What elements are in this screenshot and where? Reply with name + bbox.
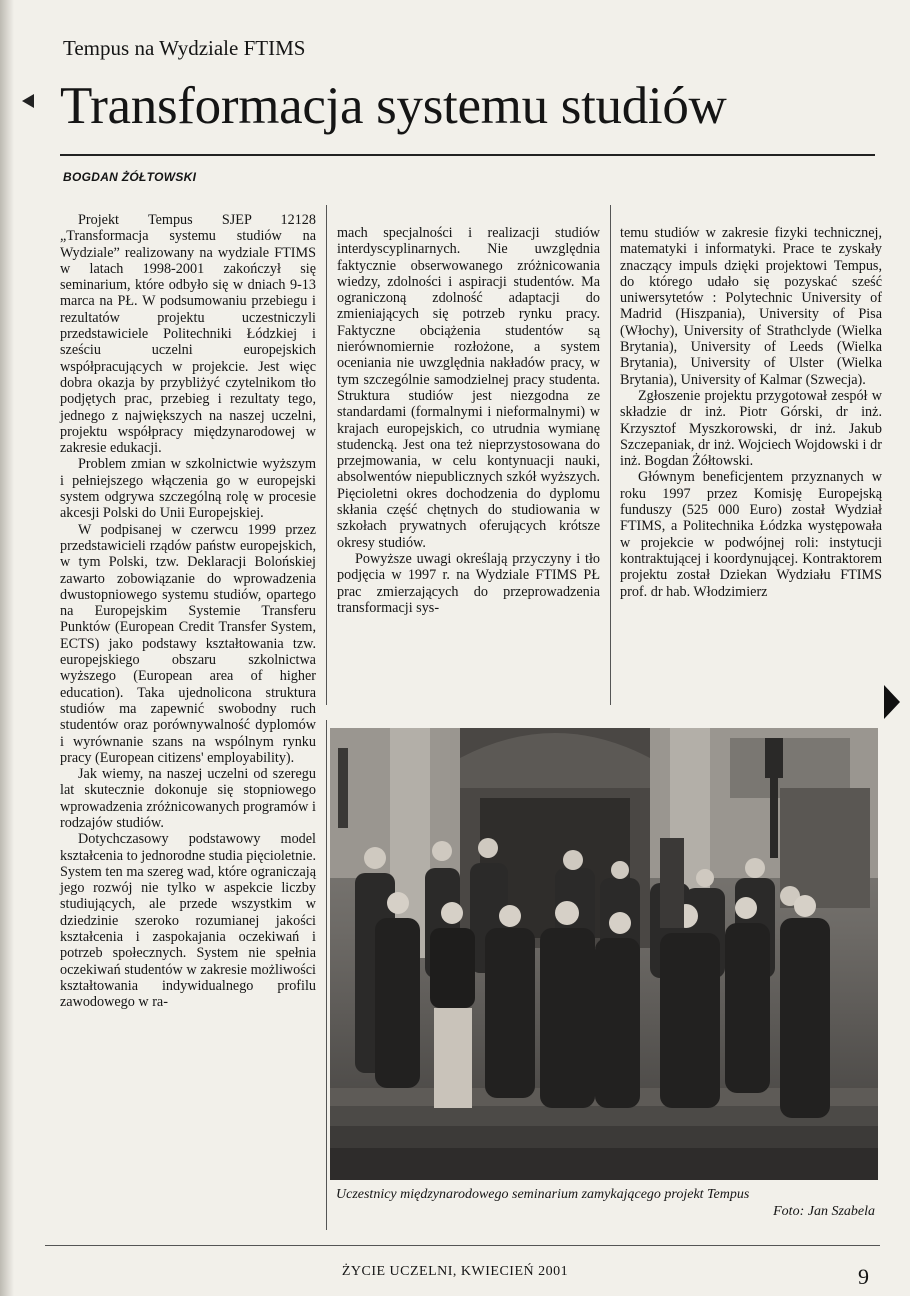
author-byline: BOGDAN ŻÓŁTOWSKI (63, 170, 197, 184)
paragraph: Problem zmian w szkolnictwie wyższym i pełniejszego włączenia go w europejski system odgrywa szczególną rolę w procesie akcesji Polski do Unii Europejskiej. (60, 456, 316, 522)
publication-footer: ŻYCIE UCZELNI, KWIECIEŃ 2001 (341, 1264, 569, 1279)
paragraph: Jak wiemy, na naszej uczelni od szeregu lat skutecznie dokonuje się stopniowego wprowadzenia zróżnicowanych programów i rodzajów studiów. (60, 766, 316, 831)
group-photo (330, 728, 878, 1180)
article-headline: Transformacja systemu studiów (60, 77, 727, 135)
photo-caption: Uczestnicy międzynarodowego seminarium zamykającego projekt Tempus (336, 1187, 750, 1202)
article-column-1 (60, 212, 316, 1011)
article-column-3 (620, 225, 882, 600)
headline-rule (60, 154, 875, 156)
headline-marker-icon (22, 94, 34, 108)
column-divider-1 (326, 205, 327, 705)
paragraph: Zgłoszenie projektu przygotował zespół w składzie dr inż. Piotr Górski, dr inż. Krzysztof Myszkorowski, dr inż. Jakub Szczepaniak, dr inż. Wojciech Wojdowski i dr inż. Bogdan Żółtowski. (620, 387, 882, 470)
photo-credit: Foto: Jan Szabela (773, 1204, 875, 1219)
continued-arrow-icon (884, 685, 900, 719)
section-kicker: Tempus na Wydziale FTIMS (63, 36, 306, 60)
group-photo-illustration (330, 728, 878, 1180)
paragraph: Głównym beneficjentem przyznanych w roku 1997 przez Komisję Europejską funduszy (525 000 Euro) został Wydział FTIMS, a Politechnika Łódzka występowała w projekcie w podwójnej roli: instytucji kontraktującej i koordynującej. Kontraktorem projektu został Dziekan Wydziału FTIMS prof. dr hab. Włodzimierz (620, 469, 882, 600)
paragraph: Dotychczasowy podstawowy model kształcenia to jednorodne studia pięcioletnie. System ten ma szereg wad, które ograniczają jego rozwój nie tylko w aspekcie liczby studiujących, ale przede wszystkim w dziedzinie szeroko rozumianej jakości kształcenia i zaspokajania oczekiwań i potrzeb społecznych. System nie spełnia oczekiwań studentów w zakresie możliwości kształtowania indywidualnego profilu zawodowego w ra- (60, 831, 316, 1011)
column-divider-2 (610, 205, 611, 705)
article-column-2 (337, 225, 600, 616)
paragraph: Powyższe uwagi określają przyczyny i tło podjęcia w 1997 r. na Wydziale FTIMS PŁ prac zmierzających do przeprowadzenia transformacji sys- (337, 550, 600, 616)
paragraph: W podpisanej w czerwcu 1999 przez przedstawicieli rządów państw europejskich, w tym Polski, tzw. Deklaracji Bolońskiej zawarto zobowiązanie do wprowadzenia dwustopniowego systemu studiów, opartego na Europejskim Systemie Transferu Punktów (European Credit Transfer System, ECTS) jako podstawy kształtowania tzw. europejskiego obszaru szkolnictwa wyższego (European area of higher education). Taka ujednolicona struktura studiów ma zapewnić swobodny ruch studentów oraz porównywalność dyplomów i wyrównanie szans na wspólnym rynku pracy (European citizens' employability). (60, 521, 316, 766)
paragraph: Projekt Tempus SJEP 12128 „Transformacja systemu studiów na Wydziale” realizowany na wydziale FTIMS w latach 1998-2001 zakończył się seminarium, które odbyło się w dniach 9-13 marca na PŁ. W podsumowaniu przebiegu i rezultatów projektu uczestniczyli przedstawiciele Politechniki Łódzkiej i sześciu uczelni europejskich współpracujących w projekcie. Jest więc dobra okazja by przybliżyć czytelnikom tło podjętych prac, przebieg i rezultaty tego, jednego z największych na naszej uczelni, projektu współpracy międzynarodowej w zakresie edukacji. (60, 212, 316, 457)
page-binding-shadow (0, 0, 14, 1296)
footer-rule (45, 1245, 880, 1246)
page-number: 9 (858, 1264, 869, 1289)
paragraph: mach specjalności i realizacji studiów interdyscyplinarnych. Nie uwzględnia faktycznie obserwowanego zróżnicowania wiedzy, zdolności i aspiracji studentów. Ma ograniczoną zdolność adaptacji do zmieniających się potrzeb rynku pracy. Faktyczne obciążenia studentów są nierównomiernie rozłożone, a system oceniania nie uwzględnia nakładów pracy, w tym szczególnie samodzielnej pracy studenta. Struktura studiów jest niezgodna ze standardami (formalnymi i nieformalnymi) w krajach europejskich, co utrudnia wymianę studencką. Jest ona też nieprzystosowana do przejmowania, w celu kontynuacji nauki, absolwentów niepublicznych szkół wyższych. Pięcioletni okres dochodzenia do dyplomu skłania część chętnych do studiowania w szkołach prywatnych oferujących krótsze okresy studiów. (337, 225, 600, 551)
paragraph: temu studiów w zakresie fizyki technicznej, matematyki i informatyki. Prace te zyskały znaczący impuls dzięki projektowi Tempus, do którego udało się pozyskać sześć uniwersytetów : Polytechnic University of Madrid (Hiszpania), University of Pisa (Włochy), University of Strathclyde (Wielka Brytania), University of Leeds (Wielka Brytania), University of Ulster (Wielka Brytania), University of Kalmar (Szwecja). (620, 225, 882, 388)
column-divider-1-lower (326, 720, 327, 1230)
photo-caption-block (330, 1186, 875, 1220)
